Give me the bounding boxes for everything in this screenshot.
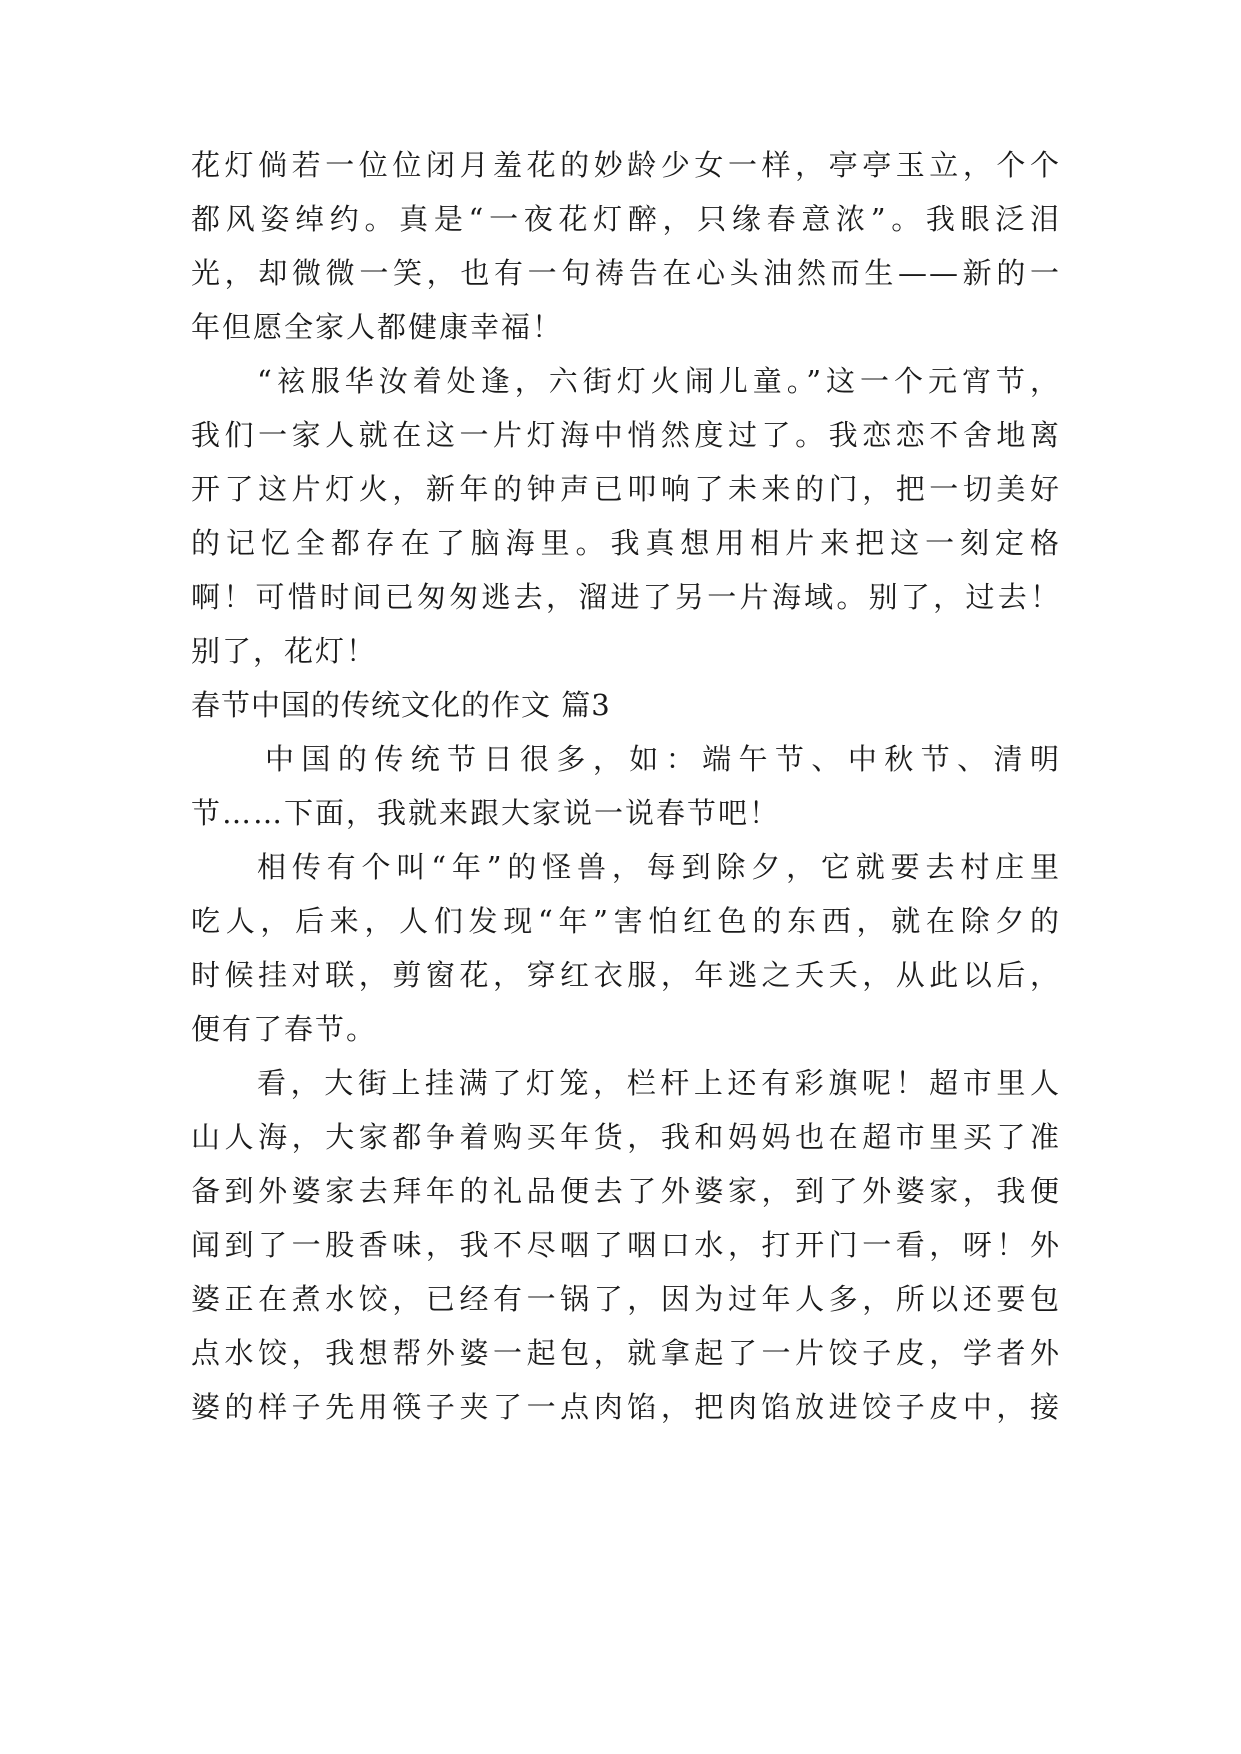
paragraph-line: 节……下面，我就来跟大家说一说春节吧！: [191, 796, 781, 830]
section-heading: 春节中国的传统文化的作文 篇3: [191, 688, 611, 722]
paragraph-line: 都风姿绰约。真是“一夜花灯醉，只缘春意浓”。我眼泛泪: [191, 202, 1061, 236]
paragraph-line: 闻到了一股香味，我不尽咽了咽口水，打开门一看，呀！外: [191, 1228, 1061, 1262]
paragraph-line: 花灯倘若一位位闭月羞花的妙龄少女一样，亭亭玉立，个个: [191, 148, 1061, 182]
paragraph-line: 开了这片灯火，新年的钟声已叩响了未来的门，把一切美好: [191, 472, 1061, 506]
paragraph-line: 啊！可惜时间已匆匆逃去，溜进了另一片海域。别了，过去！: [191, 580, 1061, 614]
paragraph-line: 备到外婆家去拜年的礼品便去了外婆家，到了外婆家，我便: [191, 1174, 1061, 1208]
paragraph-line: 中国的传统节日很多，如：端午节、中秋节、清明: [265, 742, 1061, 776]
paragraph-line: “袨服华汝着处逢，六街灯火闹儿童。”这一个元宵节，: [257, 364, 1061, 398]
paragraph-line: 山人海，大家都争着购买年货，我和妈妈也在超市里买了准: [191, 1120, 1061, 1154]
paragraph-line: 相传有个叫“年”的怪兽，每到除夕，它就要去村庄里: [257, 850, 1061, 884]
paragraph-line: 的记忆全都存在了脑海里。我真想用相片来把这一刻定格: [191, 526, 1061, 560]
paragraph-line: 我们一家人就在这一片灯海中悄然度过了。我恋恋不舍地离: [191, 418, 1061, 452]
paragraph-line: 点水饺，我想帮外婆一起包，就拿起了一片饺子皮，学者外: [191, 1336, 1061, 1370]
paragraph-line: 婆正在煮水饺，已经有一锅了，因为过年人多，所以还要包: [191, 1282, 1061, 1316]
paragraph-line: 便有了春节。: [191, 1012, 378, 1046]
paragraph-line: 年但愿全家人都健康幸福！: [191, 310, 564, 344]
paragraph-line: 时候挂对联，剪窗花，穿红衣服，年逃之夭夭，从此以后，: [191, 958, 1061, 992]
paragraph-line: 看，大街上挂满了灯笼，栏杆上还有彩旗呢！超市里人: [257, 1066, 1061, 1100]
paragraph-line: 吃人，后来，人们发现“年”害怕红色的东西，就在除夕的: [191, 904, 1061, 938]
paragraph-line: 婆的样子先用筷子夹了一点肉馅，把肉馅放进饺子皮中，接: [191, 1390, 1061, 1424]
paragraph-line: 别了，花灯！: [191, 634, 378, 668]
paragraph-line: 光，却微微一笑，也有一句祷告在心头油然而生——新的一: [191, 256, 1061, 290]
